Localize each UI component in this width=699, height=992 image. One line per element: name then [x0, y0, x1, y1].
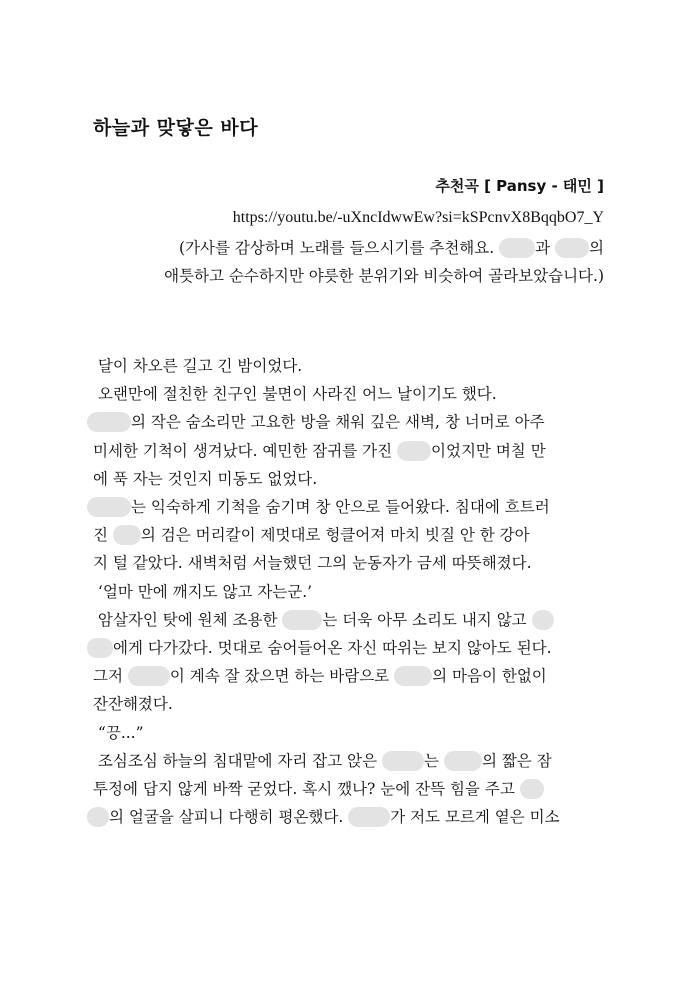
text-run: 그저	[93, 667, 128, 686]
text-run: 오랜만에 절친한 친구인 불면이 사라진 어느 날이기도 했다.	[93, 385, 497, 404]
redacted-name-blur	[555, 238, 589, 258]
text-run: 암살자인 탓에 원체 조용한	[93, 610, 283, 629]
body-text-line	[0, 412, 699, 432]
song-link[interactable]: https://youtu.be/-uXncIdwwEw?si=kSPcnvX8BqqbO7_Y	[232, 209, 604, 226]
text-run: 애틋하고 순수하지만 야릇한 분위기와 비슷하여 골라보았습니다.)	[164, 267, 604, 285]
text-run: (가사를 감상하며 노래를 들으시기를 추천해요.	[179, 239, 500, 257]
text-run: 투정에 답지 않게 바짝 굳었다. 혹시 깼나? 눈에 잔뜩 힘을 주고	[93, 780, 520, 798]
redacted-name-blur	[87, 807, 109, 827]
text-run: 이었지만 며칠 만	[431, 441, 546, 460]
body-text-line	[0, 779, 699, 799]
text-run: 지 털 같았다. 새벽처럼 서늘했던 그의 눈동자가 금세 따뜻해졌다.	[93, 554, 532, 573]
text-run: ‘얼마 만에 깨지도 않고 자는군.’	[93, 582, 313, 601]
text-run: 이 계속 잘 잤으면 하는 바람으로	[169, 667, 395, 686]
redacted-name-blur	[532, 610, 554, 630]
text-run: 의 짧은 잠	[481, 751, 552, 770]
redacted-name-blur	[128, 666, 170, 686]
body-text-line	[0, 441, 699, 461]
redacted-name-blur	[348, 807, 390, 827]
redacted-name-blur	[382, 751, 424, 771]
body-text-line	[0, 356, 699, 376]
text-run: 진	[93, 526, 113, 545]
redacted-name-blur	[113, 525, 141, 545]
body-text-line	[0, 497, 699, 517]
text-run: 의 검은 머리칼이 제멋대로 헝클어져 마치 빗질 안 한 강아	[140, 526, 530, 545]
redacted-name-blur	[87, 497, 131, 517]
body-text-line	[0, 751, 699, 771]
text-run: 에게 다가갔다. 멋대로 숨어들어온 자신 따위는 보지 않아도 된다.	[113, 639, 552, 657]
text-run: 의 얼굴을 살피니 다행히 평온했다.	[109, 808, 349, 827]
body-text-line	[0, 610, 699, 630]
text-run: 잔잔해졌다.	[93, 695, 173, 714]
body-text-line	[0, 384, 699, 404]
text-run: 의 작은 숨소리만 고요한 방을 채워 깊은 새벽, 창 너머로 아주	[131, 413, 545, 432]
body-text-line	[0, 666, 699, 686]
redacted-name-blur	[444, 751, 482, 771]
text-run: 달이 차오른 길고 긴 밤이었다.	[93, 357, 303, 375]
recommendation-note-line-2	[0, 266, 699, 286]
text-run: 조심조심 하늘의 침대맡에 자리 잡고 앉은	[93, 751, 383, 770]
text-run: “끙...”	[93, 723, 144, 742]
text-run: 과	[535, 239, 556, 257]
redacted-name-blur	[87, 638, 113, 658]
body-text-line	[0, 694, 699, 714]
redacted-name-blur	[282, 610, 322, 630]
text-run: 가 저도 모르게 옅은 미소	[390, 808, 560, 827]
recommended-song: 추천곡 [ Pansy - 태민 ]	[435, 177, 604, 195]
text-run: 의	[589, 239, 604, 257]
document-title: 하늘과 맞닿은 바다	[93, 117, 259, 139]
body-text-line	[0, 553, 699, 573]
text-run: 에 푹 자는 것인지 미동도 없었다.	[93, 469, 318, 488]
text-run: 는 익숙하게 기척을 숨기며 창 안으로 들어왔다. 침대에 흐트러	[131, 498, 550, 516]
redacted-name-blur	[520, 779, 544, 799]
recommendation-note-line-1	[0, 238, 699, 258]
body-text-line	[0, 638, 699, 658]
body-text-line	[0, 582, 699, 602]
body-text-line	[0, 807, 699, 827]
body-text-line	[0, 723, 699, 743]
redacted-name-blur	[394, 666, 432, 686]
redacted-name-blur	[87, 412, 131, 432]
text-run: 의 마음이 한없이	[432, 667, 547, 686]
text-run: 는 더욱 아무 소리도 내지 않고	[322, 610, 532, 629]
body-text-line	[0, 469, 699, 489]
body-text-line	[0, 525, 699, 545]
redacted-name-blur	[397, 441, 431, 461]
text-run: 미세한 기척이 생겨났다. 예민한 잠귀를 가진	[93, 441, 398, 460]
redacted-name-blur	[499, 238, 535, 258]
text-run: 는	[424, 751, 444, 770]
